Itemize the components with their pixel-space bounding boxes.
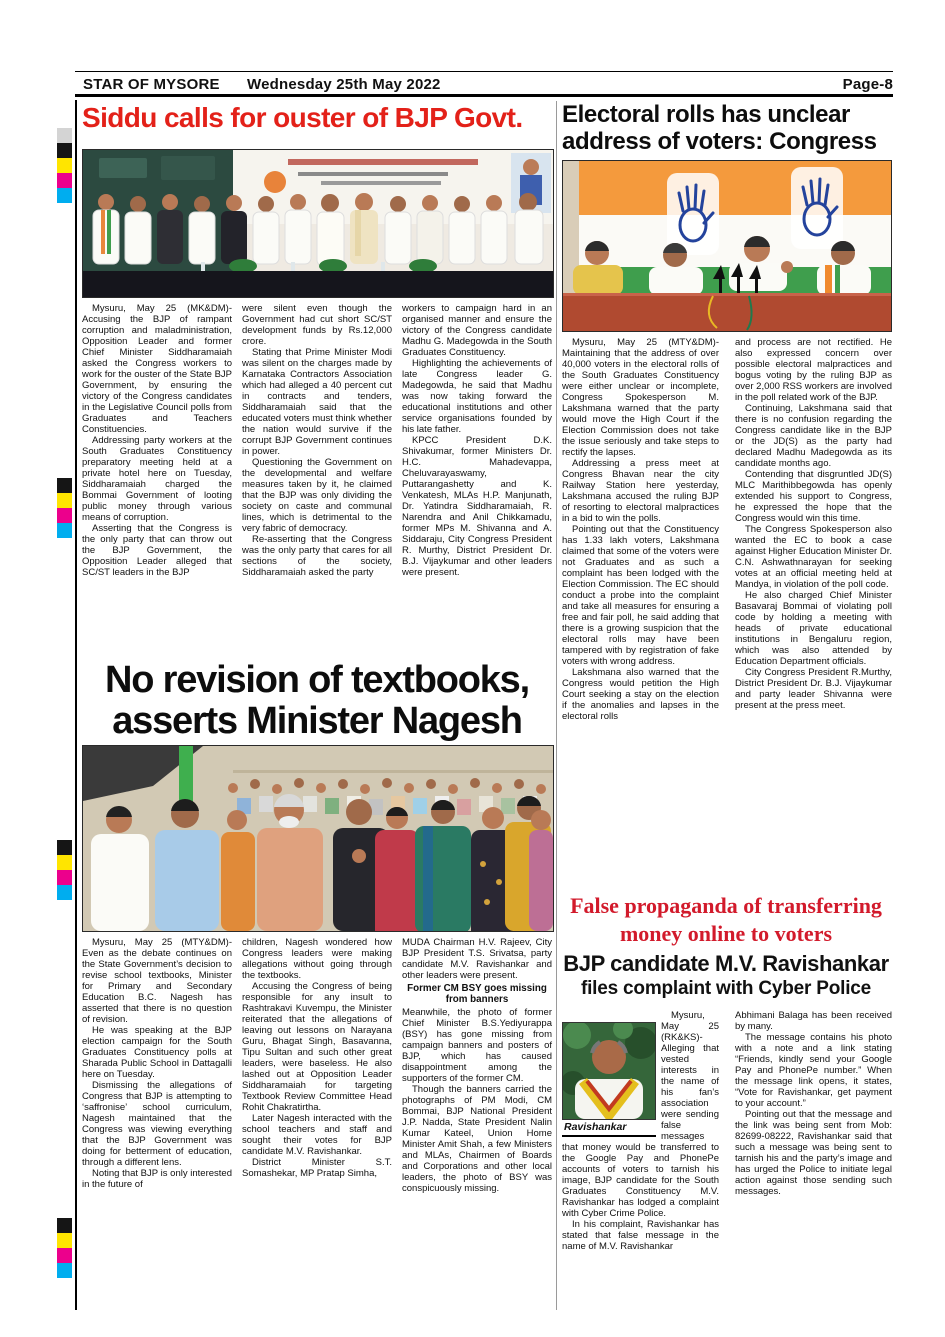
header-rule-top: [75, 71, 893, 72]
left-frame-line: [75, 100, 77, 1310]
column-part: Mysuru, May 25 (RK&KS)- Alleging that vested interests in the name of his fan’s association were sending false messages that money would be transferred to the Google Pay and PhonePe accounts of voters to tarnish his image, BJP candidate for the South Graduates Constituency M.V. Ravishankar has lodged a complaint with Cyber Crime Police. In his complaint, Ravishankar has stated that false message in the name of M.V. Ravishankar: [562, 1010, 719, 1252]
column-part: Meanwhile, the photo of former Chief Minister B.S.Yediyurappa (BSY) has gone missing from campaign banners and posters of BJP, which has caused disappointment among the supporters of the former CM. Though the banners carried the photographs of PM Modi, CM Bommai, BJP National President J.P. Nadda, State President Nalin Kumar Kateel, Union Home Minister Amit Shah, a few Ministers and MLAs, Chairmen of Boards and Corporations and other local leaders, the photo of BSY was conspicuously missing.: [402, 1007, 552, 1194]
article-column: were silent even though the Government had cut short SC/ST development funds by Rs.12,000 crore. Stating that Prime Minister Modi was silent on the charges made by Karnataka Contractors Association which had alleged a 40 percent cut in contracts and tenders, Siddharamaiah said that the educated voters must think whether the nation would survive if the corrupt BJP Government continues in power. Questioning the Government on the developmental and welfare measures taken by it, he claimed that the BJP was only dividing the society on caste and communal lines, which is detrimental to the very fabric of democracy. Re-asserting that the Congress was the only party that cares for all sections of the society, Siddharamaiah asked the party: [242, 303, 392, 578]
photo-congress-press-meet: [562, 160, 892, 332]
article-propaganda-subhead2: files complaint with Cyber Police: [580, 978, 872, 999]
page-number: Page-8: [842, 76, 893, 93]
article-siddu-body: [82, 303, 552, 665]
bsy-subhead: Former CM BSY goes missing from banners: [407, 983, 547, 1005]
ravishankar-inset-figure: [562, 1022, 656, 1137]
article-column: [402, 937, 552, 1293]
article-column: Abhimani Balaga has been received by many. The message contains his photo with a note and a link stating “Friends, kindly send your Google Pay and PhonePe number.” When the message link opens, it states, “Vote for Ravishankar, get payment to your account.” Pointing out that the message and the link was being sent from Mob: 82699-08222, Ravishankar said that such a message was being sent to tarnish his and the party’s image and has urged the Police to initiate legal action against those sending such messages.: [735, 1010, 892, 1197]
article-column: Mysuru, May 25 (MTY&DM)- Maintaining that the address of over 40,000 voters in the electoral rolls of the South Graduates Constituency were either unclear or incomplete, Congress Spokesperson M. Lakshmana warned that the party would move the High Court if the Election Commission does not take the issue seriously and take steps to rectify the lapses. Addressing a press meet at Congress Bhavan near the city Railway Station here yesterday, Lakshmana accused the ruling BJP of resorting to electoral malpractices in a bid to win the polls. Pointing out that the Constituency has 1.33 lakh voters, Lakshmana claimed that some of the voters were not Graduates and as such a complaint has been lodged with the Election Commission. The EC should conduct a probe into the complaint and take all measures for ensuring a free and fair poll, he said adding that there is a growing suspicion that the electoral rolls may have been tampered with by registration of fake voters with wrong address. Lakshmana also warned that the Congress would petition the High Court seeking a stay on the election if the anomalies and lapses in the electoral rolls: [562, 337, 719, 722]
column-divider: [556, 101, 557, 1310]
article-propaganda-body: [562, 1010, 892, 1332]
article-column: Mysuru, May 25 (MTY&DM)- Even as the debate continues on the State Government’s decision to revise school textbooks, Minister for Primary and Secondary Education B.C. Nagesh has asserted that there is no question of revision. He was speaking at the BJP election campaign for the South Graduates Constituency polls at Sharada Public School in Dattagalli here on Tuesday. Dismissing the allegations of Congress that BJP is attempting to ‘saffronise’ school curriculum, Nagesh maintained that the Congress was viewing everything that the BJP Government was doing for betterment of education, through a different lens. Noting that BJP is only interested in the future of: [82, 937, 232, 1190]
article-column: Mysuru, May 25 (MK&DM)- Accusing the BJP of rampant corruption and maladministration, Opposition Leader and former Chief Minister Siddharamaiah asked the Congress workers to work for the ouster of the State BJP Government, by ensuring the victory of the Congress candidates in the Legislative Council polls from Graduates and Teachers Constituencies. Addressing party workers at the South Graduates Constituency preparatory meeting held at a private hotel here on Tuesday, Siddharamaiah charged the Bommai Government of looting public money through various means of corruption. Asserting that the Congress is the only party that can throw out the BJP Government, the Opposition Leader alleged that SC/ST leaders in the BJP: [82, 303, 232, 578]
article-electoral-headline: Electoral rolls has unclear address of voters: Congress: [562, 101, 877, 155]
print-registration-bar: [57, 128, 72, 203]
article-propaganda-subhead1: BJP candidate M.V. Ravishankar: [563, 951, 889, 976]
print-registration-bar: [57, 1218, 72, 1278]
article-column: and process are not rectified. He also expressed concern over possible electoral malpractices and bogus voting by the ruling BJP as over 2,000 RSS workers are involved in the poll related work of the BJP. Continuing, Lakshmana said that there is no confusion regarding the Congress candidate like in the BJP or the JD(S) as the party had declared Madhu Madegowda as its candidate months ago. Contending that disgruntled JD(S) MLC Marithibbegowda has openly extended his support to Congress, he expressed the hope that the Congress would win this time. The Congress Spokesperson also wanted the EC to book a case against Higher Education Minister Dr. C.N. Ashwathnarayan for seeking votes at an official meeting held at Mandya, in violation of the poll code. He also charged Chief Minister Basavaraj Bommai of violating poll code by holding a meeting with heads of private educational institutions in Bengaluru region, which was also attended by Education Department officials. City Congress President R.Murthy, District President Dr. B.J. Vijaykumar and party leader Shivanna were present at the press meet.: [735, 337, 892, 711]
article-textbooks-headline: No revision of textbooks, asserts Minister Nagesh: [105, 659, 529, 742]
photo-nagesh-school-crowd: [82, 745, 554, 932]
article-electoral-body: [562, 337, 892, 903]
column-part: MUDA Chairman H.V. Rajeev, City BJP President T.S. Srivatsa, party candidate M.V. Ravishankar and other leaders were present.: [402, 937, 552, 981]
article-siddu-headline: Siddu calls for ouster of BJP Govt.: [82, 102, 523, 133]
article-column: children, Nagesh wondered how Congress leaders were making allegations without going through the textbooks. Accusing the Congress of being responsible for any insult to Rashtrakavi Kuvempu, the Minister reiterated that the allegations of leaving out lessons on Narayana Guru, Bhagat Singh, Basavanna, Tipu Sultan and such other great leaders, were baseless. He also lashed out at Opposition Leader Siddharamaiah for targeting Textbook Review Committee Head Rohit Chakratirtha. Later Nagesh interacted with the school teachers and staff and sought their votes for BJP candidate M.V. Ravishankar. District Minister S.T. Somashekar, MP Pratap Simha,: [242, 937, 392, 1179]
header-rule-bottom: [75, 94, 893, 97]
article-column: workers to campaign hard in an organised manner and ensure the victory of the Congress candidate Madhu G. Madegowda in the South Graduates Constituency. Highlighting the achievements of late Congress leader G. Madegowda, he said that Madhu was now taking forward the educational institutions and other service organisations founded by his late father. KPCC President D.K. Shivakumar, former Ministers Dr. H.C. Mahadevappa, Cheluvarayaswamy, Puttarangashetty and K. Venkatesh, MLAs H.P. Manjunath, Dr. Yatindra Siddharamaiah, R. Narendra and Anil Chikkamadu, former MPs M. Shivanna and A. Siddaraju, City Congress President R. Murthy, District President Dr. B.J. Vijaykumar and other leaders were present.: [402, 303, 552, 578]
issue-date: Wednesday 25th May 2022: [247, 76, 441, 93]
masthead: STAR OF MYSORE: [83, 76, 220, 93]
photo-ravishankar-portrait: [562, 1022, 656, 1120]
photo-caption: Ravishankar: [562, 1120, 656, 1137]
article-textbooks-body: [82, 937, 552, 1293]
photo-congress-meeting-group: [82, 149, 554, 298]
print-registration-bar: [57, 840, 72, 900]
article-propaganda-headline: False propaganda of transferring money online to voters: [570, 893, 882, 946]
article-column: [562, 1010, 719, 1332]
print-registration-bar: [57, 478, 72, 538]
